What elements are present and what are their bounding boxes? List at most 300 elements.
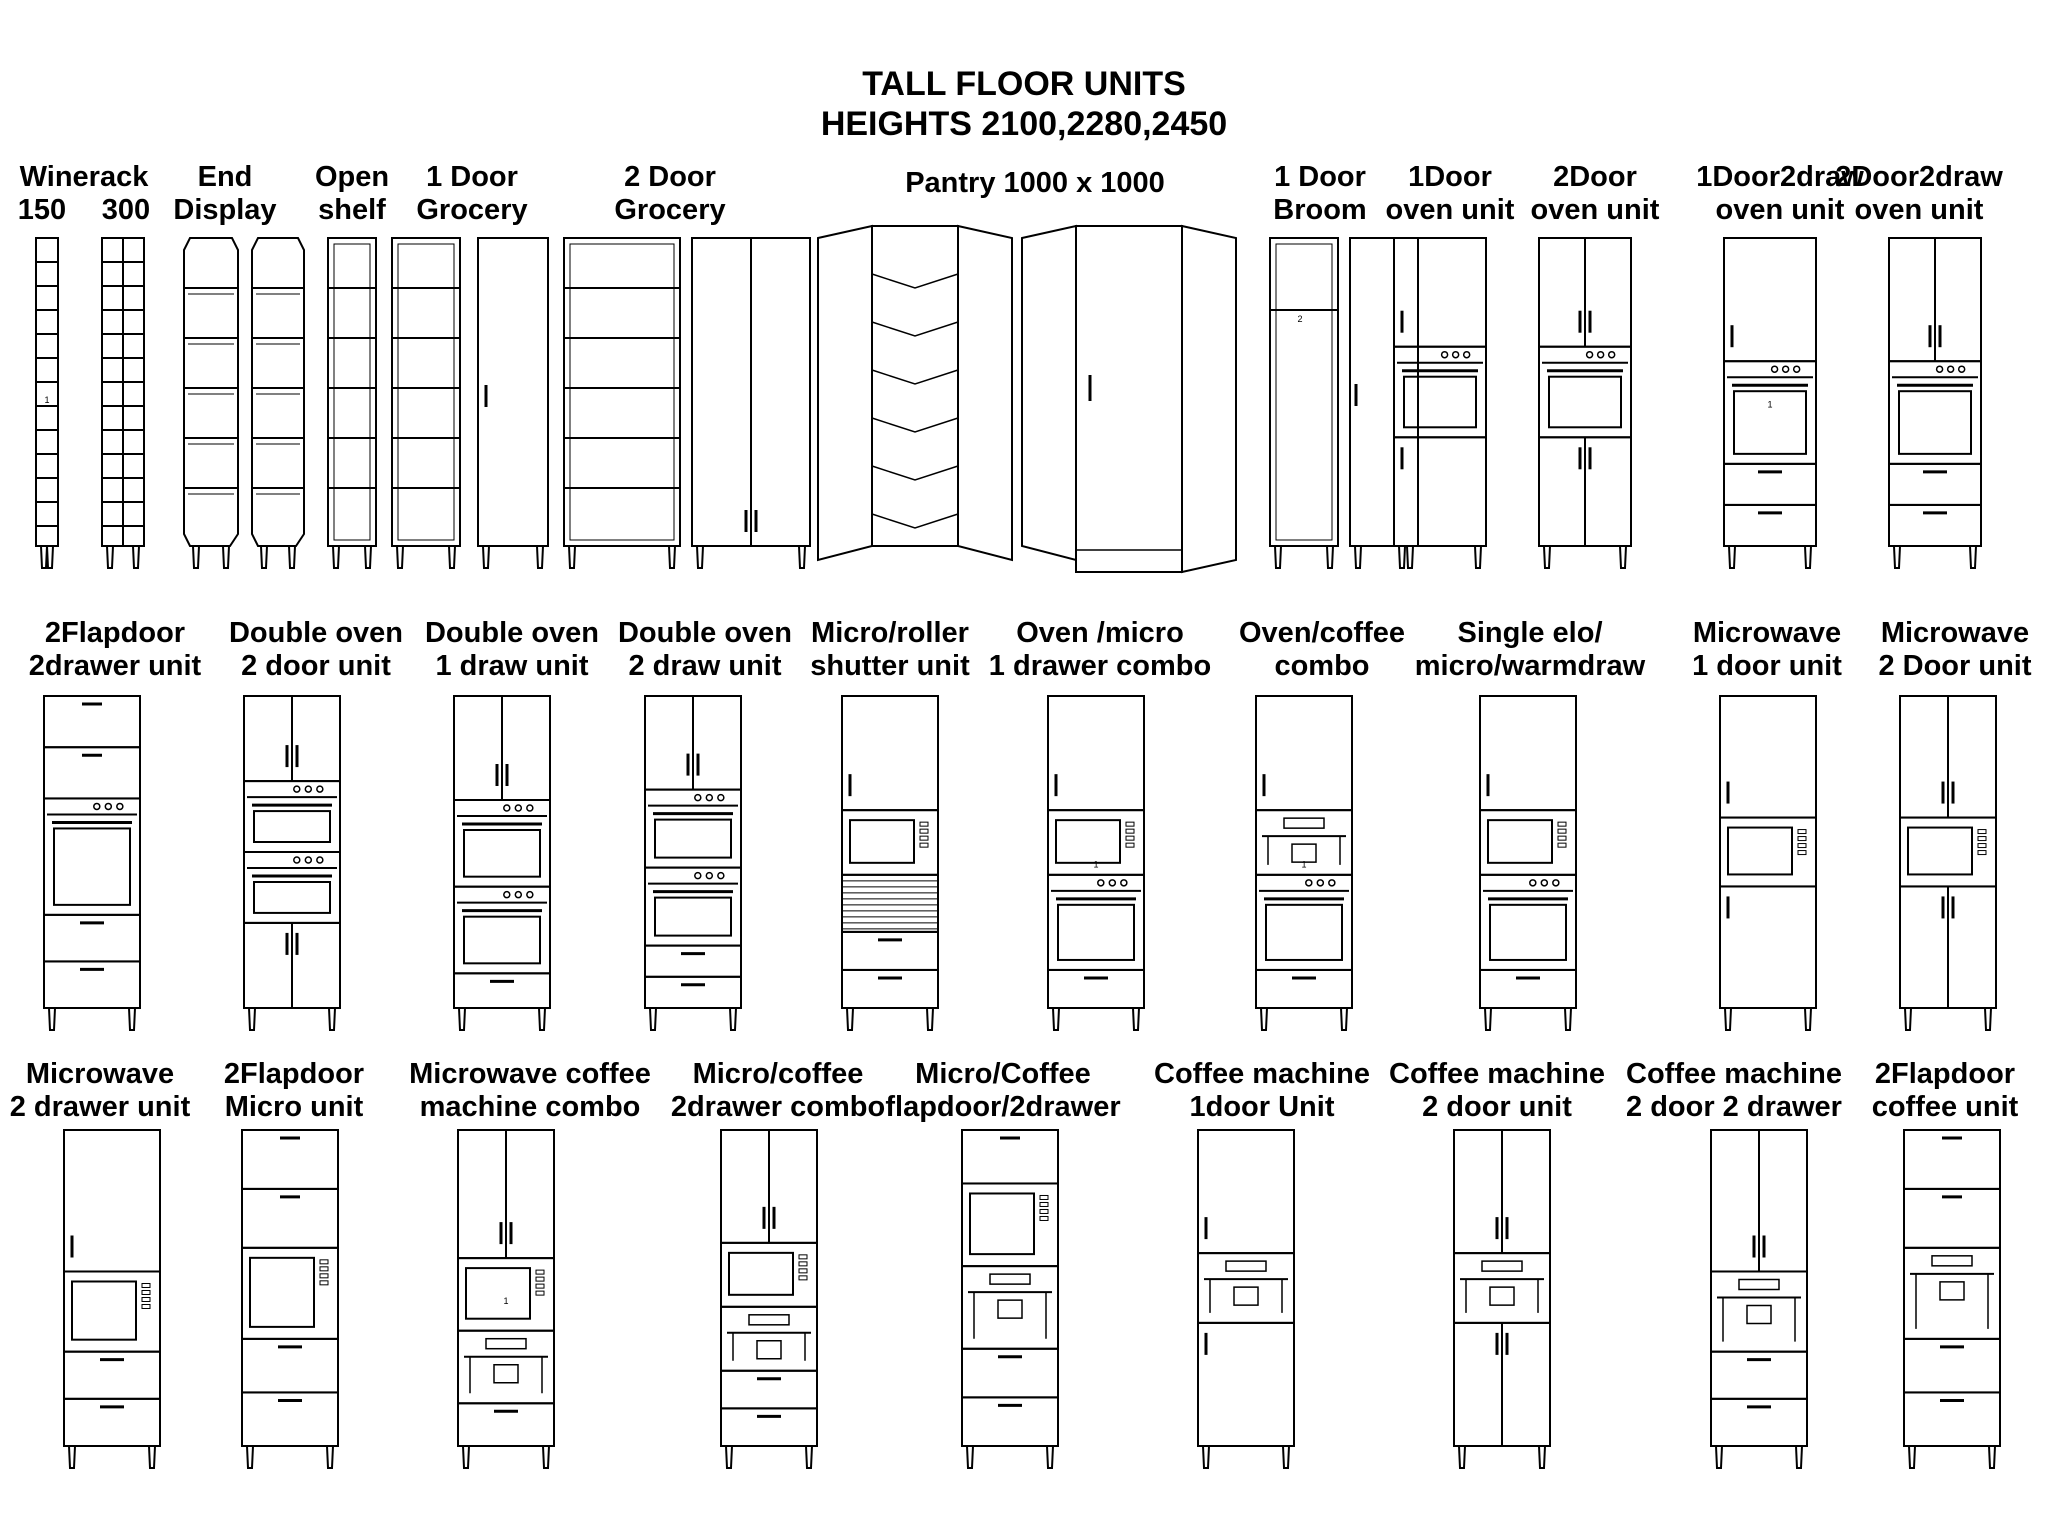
- leg-icon: [47, 546, 53, 568]
- knob-icon: [1306, 880, 1312, 886]
- oven-window: [655, 898, 731, 936]
- oven-micro-1-drawer-combo: [1048, 696, 1144, 1030]
- unit-label-line-2: Micro unit: [224, 1091, 364, 1123]
- cabinet-body: [392, 238, 460, 546]
- oven: [645, 868, 741, 946]
- part-label: 1: [44, 395, 50, 405]
- oven-coffee-combo: [1256, 696, 1352, 1030]
- leg-icon: [1989, 1446, 1995, 1468]
- part-label: 1: [1301, 859, 1307, 870]
- oven-window: [1266, 905, 1342, 960]
- coffee-machine: [721, 1307, 817, 1371]
- leg-icon: [1047, 1446, 1053, 1468]
- microwave-window: [72, 1281, 136, 1339]
- 2flapdoor-2drawer-unit: [44, 696, 140, 1030]
- microwave-button-icon: [1978, 851, 1986, 855]
- pantry: [818, 226, 1236, 572]
- leg-icon: [650, 1008, 656, 1030]
- leg-icon: [1716, 1446, 1722, 1468]
- leg-icon: [537, 546, 543, 568]
- knob-icon: [94, 803, 100, 809]
- unit-label-line-1: Microwave: [25, 1058, 175, 1090]
- 1-door-broom: [1270, 238, 1418, 568]
- coffee-machine-2-door-unit: [1454, 1130, 1550, 1468]
- knob-icon: [317, 857, 323, 863]
- 1door2draw-oven-unit: [1724, 238, 1816, 568]
- leg-icon: [1985, 1008, 1991, 1030]
- microwave-button-icon: [799, 1276, 807, 1280]
- unit-label-line-1: 1Door2draw: [1696, 161, 1864, 193]
- part-label: 1: [503, 1295, 509, 1306]
- leg-icon: [799, 546, 805, 568]
- end-display: [184, 238, 304, 568]
- leg-icon: [397, 546, 403, 568]
- microwave-button-icon: [1126, 836, 1134, 840]
- coffee-machine: [1198, 1253, 1294, 1323]
- unit-label-line-2: 150: [17, 194, 67, 226]
- unit-label-line-1: Coffee machine: [1389, 1058, 1605, 1090]
- unit-label-line-2: Grocery: [416, 194, 528, 226]
- microwave-button-icon: [536, 1291, 544, 1295]
- oven-window: [54, 828, 130, 904]
- drawer: [1256, 970, 1352, 1008]
- microwave-button-icon: [1978, 837, 1986, 841]
- knob-icon: [504, 805, 510, 811]
- knob-icon: [1587, 352, 1593, 358]
- microwave-button-icon: [1978, 830, 1986, 834]
- knob-icon: [504, 892, 510, 898]
- knob-icon: [706, 873, 712, 879]
- unit-label-line-1: 1Door: [1408, 161, 1492, 193]
- microwave-button-icon: [1558, 822, 1566, 826]
- cabinet-inner: [1276, 244, 1332, 540]
- leg-icon: [129, 1008, 135, 1030]
- unit-label-line-2: Grocery: [614, 194, 726, 226]
- leg-icon: [327, 1446, 333, 1468]
- pantry-back: [872, 226, 958, 546]
- leg-icon: [289, 546, 295, 568]
- leg-icon: [1905, 1008, 1911, 1030]
- leg-icon: [1970, 546, 1976, 568]
- knob-icon: [1453, 352, 1459, 358]
- pantry-shelf: [872, 322, 958, 336]
- unit-label-line-2: shutter unit: [810, 650, 970, 682]
- knob-icon: [317, 786, 323, 792]
- unit-label-line-1: Microwave: [1692, 617, 1842, 649]
- leg-icon: [1399, 546, 1405, 568]
- microwave-button-icon: [1040, 1209, 1048, 1213]
- knob-icon: [1783, 366, 1789, 372]
- microwave-button-icon: [1978, 844, 1986, 848]
- knob-icon: [305, 786, 311, 792]
- knob-icon: [1109, 880, 1115, 886]
- unit-label-line-1: Micro/Coffee: [915, 1058, 1091, 1090]
- oven-window: [254, 811, 330, 842]
- part-label: 2: [1297, 314, 1303, 324]
- unit-label-line-2: 2 drawer unit: [9, 1091, 191, 1123]
- leg-icon: [133, 546, 139, 568]
- drawer: [1048, 970, 1144, 1008]
- knob-icon: [1121, 880, 1127, 886]
- coffee-machine-1door-unit: [1198, 1130, 1294, 1468]
- unit-label-line-2: 2 Door unit: [1878, 650, 2032, 682]
- knob-icon: [718, 795, 724, 801]
- leg-icon: [1283, 1446, 1289, 1468]
- coffee-display-icon: [1739, 1279, 1779, 1289]
- knob-icon: [1794, 366, 1800, 372]
- knob-icon: [695, 795, 701, 801]
- unit-label-line-1: Coffee machine: [1626, 1058, 1842, 1090]
- microwave-button-icon: [320, 1281, 328, 1285]
- pantry-side: [1182, 226, 1236, 572]
- leg-icon: [1133, 1008, 1139, 1030]
- leg-icon: [365, 546, 371, 568]
- open-shelf: [328, 238, 376, 568]
- unit-label-line-2: oven unit: [1715, 194, 1845, 226]
- oven-window: [464, 830, 540, 877]
- unit-label-line-2: 2 door 2 drawer: [1626, 1091, 1842, 1123]
- microwave-button-icon: [320, 1274, 328, 1278]
- leg-icon: [223, 546, 229, 568]
- microwave-coffee-machine-combo: [458, 1130, 554, 1468]
- drawer: [1724, 505, 1816, 546]
- 2door-oven-unit: [1539, 238, 1631, 568]
- cabinet-body: [842, 696, 938, 1008]
- leg-icon: [847, 1008, 853, 1030]
- cabinet-body: [1270, 238, 1338, 546]
- knob-icon: [706, 795, 712, 801]
- microwave-button-icon: [1126, 822, 1134, 826]
- micro-coffee-flapdoor-2drawer: [962, 1130, 1058, 1468]
- microwave-button-icon: [920, 829, 928, 833]
- knob-icon: [1541, 880, 1547, 886]
- leg-icon: [463, 1446, 469, 1468]
- microwave-button-icon: [920, 822, 928, 826]
- double-oven-1-draw-unit: [454, 696, 550, 1030]
- unit-label-line-1: Oven /micro: [1016, 617, 1184, 649]
- pantry-shelf: [872, 274, 958, 288]
- microwave-1-door-unit: [1720, 696, 1816, 1030]
- unit-label-line-1: Oven/coffee: [1239, 617, 1405, 649]
- pantry-shelf: [872, 514, 958, 528]
- unit-label-line-2: 2drawer unit: [28, 650, 202, 682]
- microwave-button-icon: [536, 1277, 544, 1281]
- oven: [1394, 347, 1486, 438]
- unit-label-line-2: 1door Unit: [1189, 1091, 1335, 1123]
- knob-icon: [1772, 366, 1778, 372]
- oven-window: [1899, 391, 1971, 454]
- oven-window: [464, 917, 540, 964]
- 2flapdoor-coffee-unit: [1904, 1130, 2000, 1468]
- leg-icon: [730, 1008, 736, 1030]
- unit-label-line-1: 2 Door: [624, 161, 716, 193]
- unit-label-line-1: 2Flapdoor: [44, 617, 186, 649]
- drawer: [721, 1408, 817, 1446]
- microwave-button-icon: [142, 1290, 150, 1294]
- cabinet-body: [36, 238, 58, 546]
- pantry-shelf: [872, 370, 958, 384]
- knob-icon: [1317, 880, 1323, 886]
- unit-label-line-1: 2Door: [1553, 161, 1637, 193]
- leg-icon: [927, 1008, 933, 1030]
- leg-icon: [1275, 546, 1281, 568]
- double-oven-2-door-unit: [244, 696, 340, 1030]
- microwave-button-icon: [142, 1283, 150, 1287]
- leg-icon: [726, 1446, 732, 1468]
- unit-label-line-1: Coffee machine: [1154, 1058, 1370, 1090]
- leg-icon: [1341, 1008, 1347, 1030]
- oven-window: [1490, 905, 1566, 960]
- door: [1256, 696, 1352, 810]
- oven: [1539, 347, 1631, 438]
- leg-icon: [1261, 1008, 1267, 1030]
- leg-icon: [1355, 546, 1361, 568]
- leg-icon: [149, 1446, 155, 1468]
- coffee-spout-icon: [470, 1357, 542, 1394]
- coffee-display-icon: [486, 1339, 526, 1349]
- door: [1720, 886, 1816, 1008]
- unit-label-line-2: Display: [173, 194, 277, 226]
- unit-label-line-1: 1 Door: [426, 161, 518, 193]
- door: [1394, 437, 1486, 546]
- microwave-button-icon: [1558, 829, 1566, 833]
- oven-window: [1058, 905, 1134, 960]
- microwave-button-icon: [1558, 843, 1566, 847]
- unit-label-line-2: 1 draw unit: [435, 650, 589, 682]
- oven: [454, 887, 550, 974]
- unit-label-line-2: 1 drawer combo: [988, 650, 1212, 682]
- microwave-button-icon: [1040, 1216, 1048, 1220]
- microwave-button-icon: [1798, 837, 1806, 841]
- 1-door-grocery: [392, 238, 548, 568]
- knob-icon: [105, 803, 111, 809]
- door: [1198, 1323, 1294, 1446]
- door: [1724, 238, 1816, 361]
- single-elo-micro-warmdraw: [1480, 696, 1576, 1030]
- drawer: [842, 970, 938, 1008]
- microwave-window: [1908, 828, 1972, 875]
- title-line-2: HEIGHTS 2100,2280,2450: [820, 105, 1228, 143]
- oven: [1480, 875, 1576, 970]
- cabinet-body: [1198, 1130, 1294, 1446]
- coffee-display-icon: [1284, 818, 1324, 828]
- leg-icon: [1407, 546, 1413, 568]
- unit-label-line-2: oven unit: [1530, 194, 1660, 226]
- coffee-machine: [1904, 1248, 2000, 1339]
- knob-icon: [305, 857, 311, 863]
- cabinet-body: [1256, 696, 1352, 1008]
- microwave-button-icon: [799, 1262, 807, 1266]
- pantry-shelf: [872, 466, 958, 480]
- knob-icon: [515, 805, 521, 811]
- unit-label-line-1: Winerack: [19, 161, 149, 193]
- drawer: [1480, 970, 1576, 1008]
- coffee-display-icon: [1932, 1256, 1972, 1266]
- microwave-button-icon: [320, 1260, 328, 1264]
- micro-roller-shutter-unit: [842, 696, 938, 1030]
- microwave-button-icon: [920, 843, 928, 847]
- microwave-button-icon: [1126, 829, 1134, 833]
- leg-icon: [193, 546, 199, 568]
- leg-icon: [449, 546, 455, 568]
- unit-label-line-1: 2Flapdoor: [223, 1058, 365, 1090]
- microwave-2-door-unit: [1900, 696, 1996, 1030]
- pantry-shelf: [872, 418, 958, 432]
- leg-icon: [1327, 546, 1333, 568]
- door: [478, 238, 548, 546]
- leg-icon: [967, 1446, 973, 1468]
- microwave-window: [729, 1253, 793, 1295]
- unit-label-line-2: Broom: [1273, 194, 1367, 226]
- roller-shutter: [842, 875, 938, 932]
- coffee-spout-icon: [1916, 1274, 1988, 1329]
- drawer: [454, 973, 550, 1008]
- leg-icon: [539, 1008, 545, 1030]
- leg-icon: [1053, 1008, 1059, 1030]
- microwave-button-icon: [1126, 843, 1134, 847]
- drawer: [645, 946, 741, 977]
- coffee-display-icon: [749, 1315, 789, 1325]
- leg-icon: [483, 546, 489, 568]
- knob-icon: [1598, 352, 1604, 358]
- door: [1048, 696, 1144, 810]
- pantry-side: [958, 226, 1012, 560]
- unit-label-line-1: Micro/coffee: [692, 1058, 864, 1090]
- leg-icon: [41, 546, 47, 568]
- leg-icon: [543, 1446, 549, 1468]
- knob-icon: [1464, 352, 1470, 358]
- door: [64, 1130, 160, 1271]
- leg-icon: [69, 1446, 75, 1468]
- cabinet-body: [564, 238, 680, 546]
- unit-label-line-2: 2drawer combo: [670, 1091, 886, 1123]
- unit-label-line-1: Pantry 1000 x 1000: [905, 167, 1165, 199]
- unit-label-line-2: combo: [1274, 650, 1370, 682]
- microwave-button-icon: [799, 1269, 807, 1273]
- 2door2draw-oven-unit: [1889, 238, 1981, 568]
- microwave-button-icon: [1040, 1202, 1048, 1206]
- door: [1076, 226, 1182, 572]
- leg-icon: [333, 546, 339, 568]
- knob-icon: [1959, 366, 1965, 372]
- drawer: [645, 977, 741, 1008]
- knob-icon: [527, 892, 533, 898]
- microwave-window: [466, 1268, 530, 1319]
- drawer: [721, 1371, 817, 1409]
- drawer: [458, 1403, 554, 1446]
- leg-icon: [1203, 1446, 1209, 1468]
- unit-label-line-1: Open: [314, 161, 390, 193]
- oven: [44, 798, 140, 914]
- coffee-display-icon: [1226, 1261, 1266, 1271]
- leg-icon: [806, 1446, 812, 1468]
- door: [1394, 238, 1486, 347]
- microwave-window: [1056, 820, 1120, 863]
- drawer: [1889, 464, 1981, 505]
- unit-label-line-1: 1 Door: [1274, 161, 1366, 193]
- microwave-button-icon: [1798, 851, 1806, 855]
- drawer: [1724, 464, 1816, 505]
- part-label: 1: [1767, 399, 1773, 410]
- knob-icon: [1948, 366, 1954, 372]
- leg-icon: [1796, 1446, 1802, 1468]
- unit-label-line-1: Microwave: [1880, 617, 2030, 649]
- leg-icon: [1805, 1008, 1811, 1030]
- microwave-button-icon: [536, 1284, 544, 1288]
- leg-icon: [49, 1008, 55, 1030]
- cabinet-body: [1480, 696, 1576, 1008]
- coffee-spout-icon: [733, 1333, 805, 1361]
- oven-window: [1404, 377, 1476, 428]
- leg-icon: [1894, 546, 1900, 568]
- door: [842, 696, 938, 810]
- display-shell: [252, 238, 304, 546]
- drawer: [1889, 505, 1981, 546]
- knob-icon: [527, 805, 533, 811]
- microwave-button-icon: [142, 1297, 150, 1301]
- microwave-window: [250, 1258, 314, 1327]
- 1door-oven-unit: [1394, 238, 1486, 568]
- leg-icon: [1475, 546, 1481, 568]
- oven: [454, 800, 550, 887]
- cabinet-body: [1720, 696, 1816, 1008]
- unit-label-line-2: 300: [101, 194, 151, 226]
- knob-icon: [515, 892, 521, 898]
- unit-label-line-2: 2 door unit: [1422, 1091, 1572, 1123]
- oven-window: [254, 882, 330, 913]
- 2-door-grocery: [564, 238, 810, 568]
- leg-icon: [1805, 546, 1811, 568]
- unit-label-line-1: End: [197, 161, 253, 193]
- coffee-spout-icon: [1210, 1279, 1282, 1313]
- microwave-2-drawer-unit: [64, 1130, 160, 1468]
- unit-label-line-1: 2Flapdoor: [1874, 1058, 2016, 1090]
- cabinet-body: [1048, 696, 1144, 1008]
- door: [1198, 1130, 1294, 1253]
- door: [1480, 696, 1576, 810]
- leg-icon: [669, 546, 675, 568]
- 2flapdoor-micro-unit: [242, 1130, 338, 1468]
- unit-label-line-2: oven unit: [1385, 194, 1515, 226]
- oven-window: [1549, 377, 1621, 428]
- display-shell: [184, 238, 238, 546]
- leg-icon: [1620, 546, 1626, 568]
- knob-icon: [718, 873, 724, 879]
- unit-label-line-2: machine combo: [419, 1091, 641, 1123]
- door: [1720, 696, 1816, 818]
- micro-coffee-2drawer-combo: [721, 1130, 817, 1468]
- unit-label-line-2: coffee unit: [1871, 1091, 2019, 1123]
- microwave-button-icon: [1798, 830, 1806, 834]
- leg-icon: [569, 546, 575, 568]
- unit-label-line-1: Double oven: [228, 617, 403, 649]
- coffee-machine: [1711, 1271, 1807, 1351]
- pantry-side: [1022, 226, 1076, 560]
- leg-icon: [1725, 1008, 1731, 1030]
- unit-label-line-1: Double oven: [617, 617, 792, 649]
- part-label: 1: [1093, 859, 1099, 870]
- knob-icon: [117, 803, 123, 809]
- microwave-window: [970, 1193, 1034, 1254]
- leg-icon: [1459, 1446, 1465, 1468]
- microwave-button-icon: [1558, 836, 1566, 840]
- double-oven-2-draw-unit: [645, 696, 741, 1030]
- knob-icon: [1937, 366, 1943, 372]
- knob-icon: [1609, 352, 1615, 358]
- oven: [1048, 875, 1144, 970]
- leg-icon: [329, 1008, 335, 1030]
- unit-label-line-1: Single elo/: [1457, 617, 1603, 649]
